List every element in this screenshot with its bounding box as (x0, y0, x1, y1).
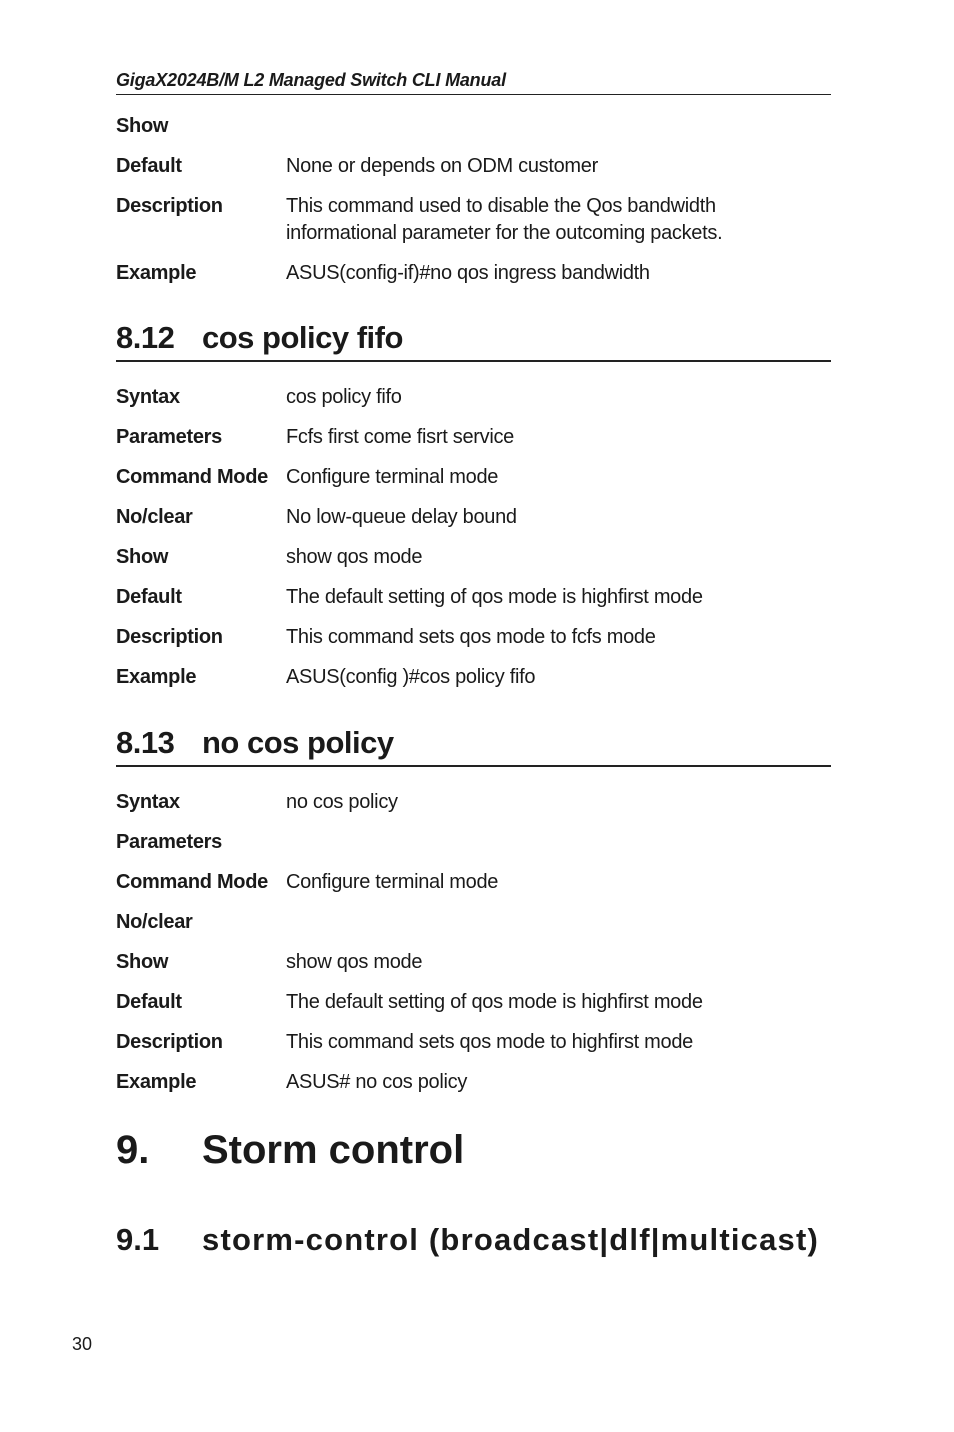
definition-term: Example (116, 666, 197, 688)
section-number: 8.12 (116, 320, 175, 355)
definition-value: This command used to disable the Qos bandwidth informational parameter for the outcoming packets. (286, 195, 723, 244)
section-title: cos policy fifo (202, 320, 403, 355)
definition-value: show qos mode (286, 951, 423, 973)
chapter-heading-9 (116, 1128, 831, 1173)
definition-value: No low-queue delay bound (286, 506, 517, 528)
definition-row (116, 869, 831, 896)
definition-value: cos policy fifo (286, 386, 402, 408)
definition-term: Syntax (116, 386, 180, 408)
definition-value: Configure terminal mode (286, 466, 499, 488)
definition-value: ASUS(config )#cos policy fifo (286, 666, 536, 688)
section-8-13-definition-list (116, 789, 831, 1109)
chapter-title: Storm control (202, 1128, 465, 1172)
definition-value: no cos policy (286, 791, 398, 813)
definition-term: Command Mode (116, 466, 268, 488)
definition-value: None or depends on ODM customer (286, 155, 598, 177)
definition-row (116, 113, 831, 140)
definition-term: Parameters (116, 831, 222, 853)
definition-row (116, 1069, 831, 1096)
section-number: 8.13 (116, 725, 175, 760)
definition-row (116, 664, 831, 691)
definition-value: This command sets qos mode to fcfs mode (286, 626, 656, 648)
definition-term: Command Mode (116, 871, 268, 893)
section-heading-8-12 (116, 320, 831, 362)
definition-term: Show (116, 115, 169, 137)
definition-term: Show (116, 546, 169, 568)
definition-value (286, 909, 831, 936)
definition-row (116, 193, 831, 247)
section-heading-9-1 (116, 1222, 846, 1258)
definition-term: Show (116, 951, 169, 973)
definition-row (116, 949, 831, 976)
section-title: no cos policy (202, 725, 394, 760)
definition-value: ASUS(config-if)#no qos ingress bandwidth (286, 262, 650, 284)
definition-row (116, 584, 831, 611)
page-number: 30 (72, 1334, 93, 1354)
definition-value: show qos mode (286, 546, 423, 568)
definition-value (286, 829, 831, 856)
section-heading-8-13 (116, 725, 831, 767)
chapter-number: 9. (116, 1128, 150, 1172)
definition-term: Description (116, 195, 223, 217)
definition-row (116, 464, 831, 491)
definition-term: Default (116, 991, 182, 1013)
definition-term: No/clear (116, 911, 193, 933)
definition-row (116, 1029, 831, 1056)
definition-term: Parameters (116, 426, 222, 448)
definition-value: The default setting of qos mode is highfirst mode (286, 586, 703, 608)
definition-row (116, 624, 831, 651)
definition-value: The default setting of qos mode is highfirst mode (286, 991, 703, 1013)
top-definition-list (116, 113, 831, 300)
definition-value: Configure terminal mode (286, 871, 499, 893)
definition-term: Syntax (116, 791, 180, 813)
definition-term: Default (116, 586, 182, 608)
definition-term: Example (116, 262, 197, 284)
definition-value: This command sets qos mode to highfirst mode (286, 1031, 693, 1053)
section-title: storm-control (broadcast|dlf|multicast) (202, 1222, 820, 1257)
definition-value (286, 113, 831, 140)
running-header: GigaX2024B/M L2 Managed Switch CLI Manual (116, 70, 831, 95)
definition-row (116, 989, 831, 1016)
definition-row (116, 504, 831, 531)
definition-term: Example (116, 1071, 197, 1093)
definition-term: Description (116, 626, 223, 648)
definition-row (116, 153, 831, 180)
definition-row (116, 544, 831, 571)
definition-row (116, 424, 831, 451)
section-8-12-definition-list (116, 384, 831, 704)
definition-row (116, 384, 831, 411)
definition-term: No/clear (116, 506, 193, 528)
definition-term: Description (116, 1031, 223, 1053)
section-number: 9.1 (116, 1222, 160, 1257)
definition-row (116, 829, 831, 856)
definition-value: ASUS# no cos policy (286, 1071, 468, 1093)
definition-value: Fcfs first come fisrt service (286, 426, 514, 448)
definition-row (116, 260, 831, 287)
definition-row (116, 909, 831, 936)
definition-row (116, 789, 831, 816)
definition-term: Default (116, 155, 182, 177)
